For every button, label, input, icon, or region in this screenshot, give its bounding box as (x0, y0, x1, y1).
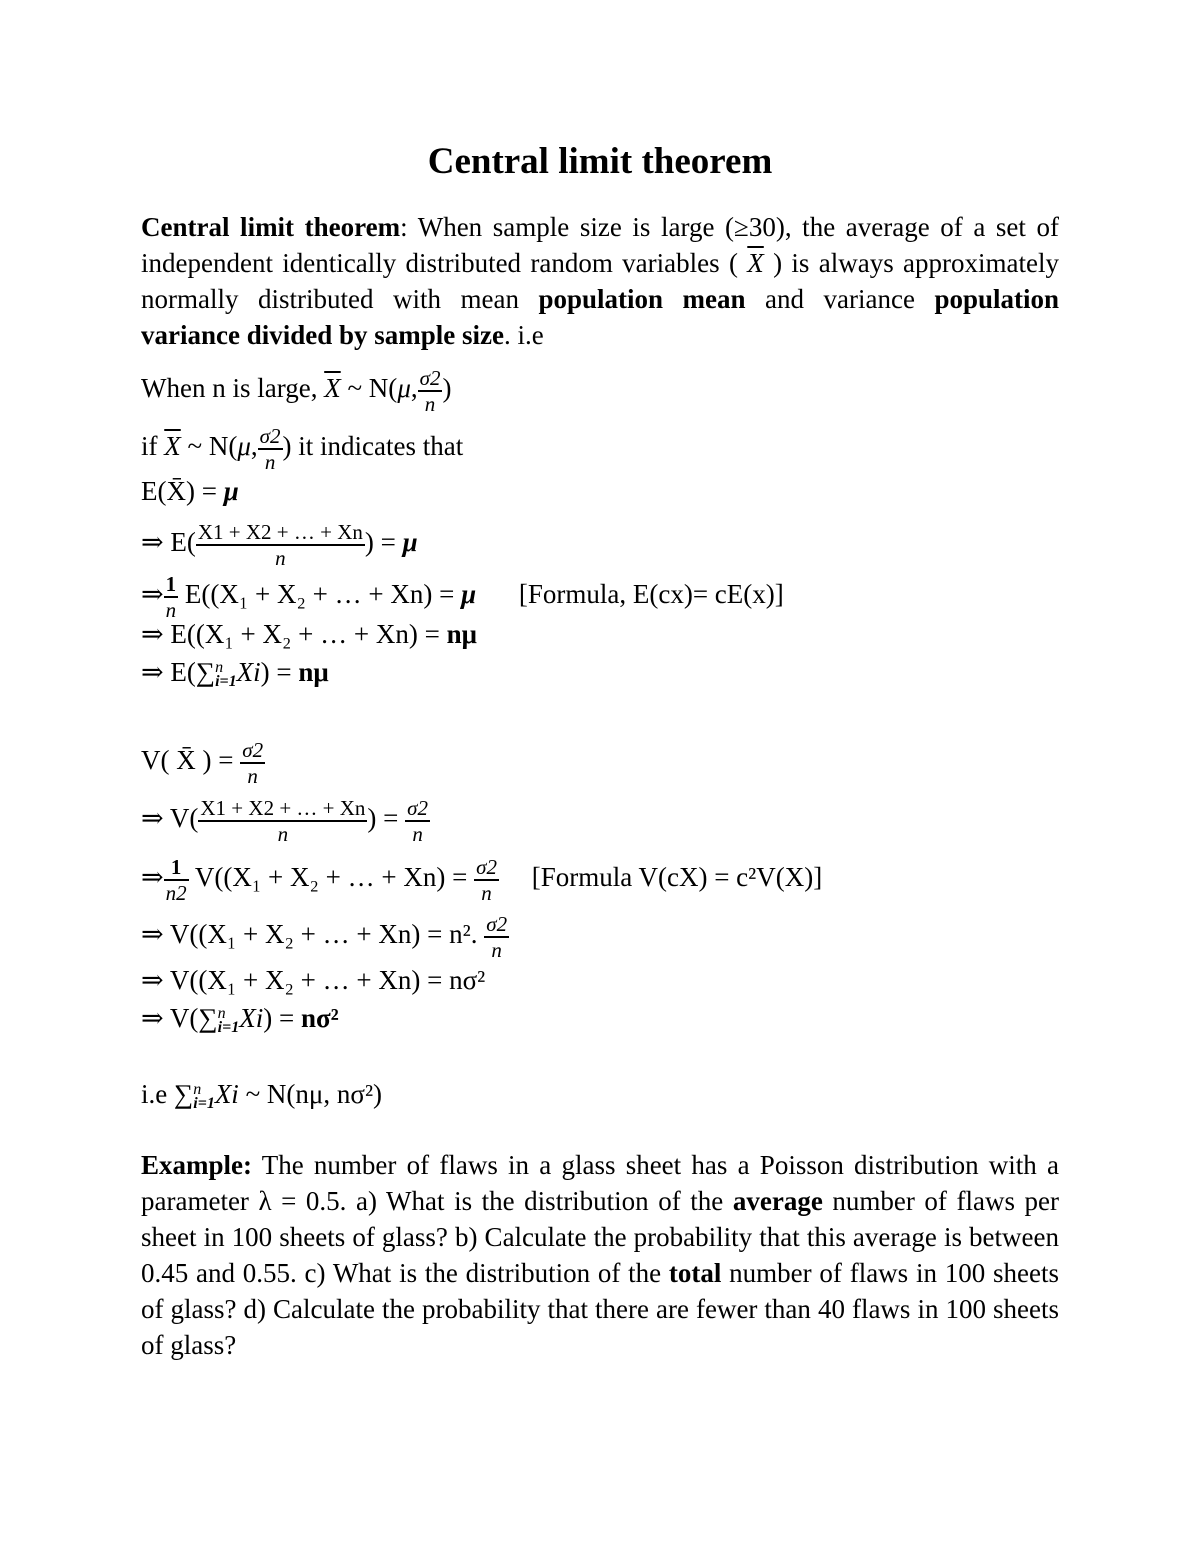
formula-e-step-3: ⇒ E((X₁ + X₂ + … + Xn) = nμ (141, 619, 477, 649)
formula-v-step-1: ⇒ V( $\frac{X1 + X2 + \dots + Xn}{n}$ ) = $\frac{\sigma 2}{n}$ (141, 796, 429, 846)
example-paragraph: Example: The number of flaws in a glass sheet has a Poisson distribution with a parameter λ = 0.5. a) What is the distribution of the average number of flaws per sheet in 100 sheets of glass? b) Calculate the probability that this average is between 0.45 and 0.55. c) What is the distribution of the total number of flaws in 100 sheets of glass? d) Calculate the probability that there are fewer than 40 flaws in 100 sheets of glass? (141, 1150, 1059, 1360)
bold-population-variance: population variance divided by sample size (141, 284, 1059, 350)
definition-term: Central limit theorem (141, 212, 401, 242)
formula-conclusion: i.e ∑ n i=1 Xi ~ N(nμ, nσ²) (141, 1079, 383, 1112)
formula-v-step-2: ⇒ $\frac{1}{n2}$ V((X₁ + X₂ + … + Xn) = $\frac{\sigma 2}{n}$ [Formula V(cX) = c²V(X)] (141, 855, 823, 905)
fraction-sigma2-n: $\frac{\sigma 2}{n}$ (419, 366, 441, 416)
bold-average: average (732, 1186, 823, 1216)
definition-text-2: ) is always approximately normally distributed with mean (141, 248, 1060, 314)
xbar-symbol: $\overline{X}$ (747, 248, 764, 278)
formula-e-step-2: ⇒ $\frac{1}{n}$ E((X₁ + X₂ + … + Xn) = μ [Formula, E(cx)= cE(x)] (141, 572, 784, 622)
formula-expectation: E(X̄) = μ (141, 476, 239, 506)
formula-v-step-5: ⇒ V(∑ n i=1 Xi) = nσ² (141, 1003, 339, 1036)
formula-v-step-3: ⇒ V((X₁ + X₂ + … + Xn) = n². $\frac{\sigma 2}{n}$ (141, 912, 508, 962)
page-title: Central limit theorem (427, 141, 773, 182)
definition-text-3: and variance (745, 284, 935, 314)
formula-when-large: When n is large, $\overline{X}$ ~ N(μ, $\frac{\sigma 2}{n}$ ) (141, 366, 452, 416)
bold-population-mean: population mean (538, 284, 746, 314)
formula-variance: V( X̄ ) = $\frac{\sigma 2}{n}$ (141, 738, 264, 788)
definition-text-1: : When sample size is large (≥30), the average of a set of independent identically distributed random variables ( (141, 212, 1059, 278)
formula-v-step-4: ⇒ V((X₁ + X₂ + … + Xn) = nσ² (141, 965, 486, 995)
definition-paragraph (141, 209, 1059, 353)
example-label: Example: (141, 1150, 252, 1180)
bold-total: total (668, 1258, 722, 1288)
definition-text-4: . i.e (504, 320, 544, 350)
formula-e-step-1: ⇒ E( $\frac{X1 + X2 + \dots + Xn}{n}$ ) = μ (141, 520, 418, 570)
formula-note-e: [Formula, E(cx)= cE(x)] (518, 579, 784, 610)
formula-e-step-4: ⇒ E(∑ n i=1 Xi) = nμ (141, 657, 329, 690)
formula-if: if $\overline{X}$ ~ N(μ, $\frac{\sigma 2}{n}$ ) it indicates that (141, 424, 464, 474)
formula-note-v: [Formula V(cX) = c²V(X)] (531, 862, 823, 893)
